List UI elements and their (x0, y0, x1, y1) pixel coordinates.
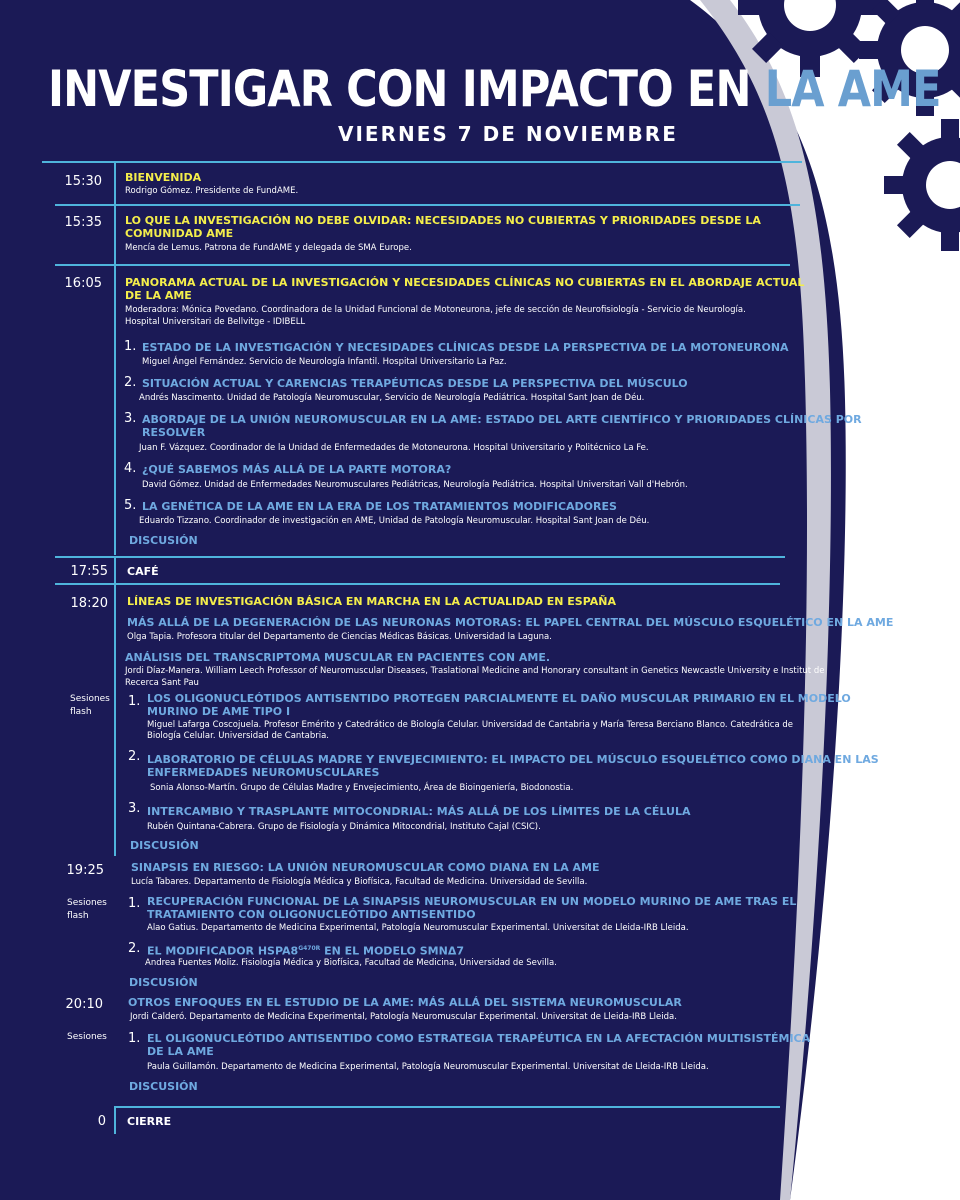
item-number: 3. (128, 801, 141, 816)
session-title: CAFÉ (127, 565, 159, 578)
talk-title: ENFERMEDADES NEUROMUSCULARES (147, 766, 380, 779)
talk-title: LA GENÉTICA DE LA AME EN LA ERA DE LOS TRATAMIENTOS MODIFICADORES (142, 500, 617, 513)
divider (115, 1106, 780, 1108)
discussion-label: DISCUSIÓN (129, 1080, 198, 1093)
session-speaker: Lucía Tabares. Departamento de Fisiología Médica y Biofísica, Facultad de Medicina. Universidad de Sevilla. (131, 877, 588, 887)
divider (42, 161, 802, 163)
session-title: PANORAMA ACTUAL DE LA INVESTIGACIÓN Y NECESIDADES CLÍNICAS NO CUBIERTAS EN EL ABORDAJE ACTUAL (125, 276, 805, 289)
session-speaker: Jordi Calderó. Departamento de Medicina Experimental, Patología Neuromuscular Experimental. Universitat de Lleida-IRB Lleida. (130, 1012, 677, 1022)
divider (55, 583, 780, 585)
talk-speaker: David Gómez. Unidad de Enfermedades Neuromusculares Pediátricas, Neurología Pediátrica. Hospital Universitari Vall d'Hebrón. (142, 480, 688, 490)
session-moderator: Moderadora: Mónica Povedano. Coordinadora de la Unidad Funcional de Motoneurona, jefe de sección de Neurofisiología - Servicio de Neurología. (125, 305, 746, 315)
talk-speaker: Juan F. Vázquez. Coordinador de la Unidad de Enfermedades de Motoneurona. Hospital Universitario y Politécnico La Fe. (139, 443, 649, 453)
talk-title: TRATAMIENTO CON OLIGONUCLEÓTIDO ANTISENTIDO (147, 908, 476, 921)
gear-icon (880, 115, 960, 255)
item-number: 3. (124, 411, 137, 426)
session-title: DE LA AME (125, 289, 192, 302)
session-title: LO QUE LA INVESTIGACIÓN NO DEBE OLVIDAR: NECESIDADES NO CUBIERTAS Y PRIORIDADES DESDE LA (125, 214, 761, 227)
item-number: 1. (128, 1031, 141, 1046)
divider (114, 584, 116, 856)
time-slot: 0 (97, 1114, 106, 1129)
talk-speaker: Jordi Díaz-Manera. William Leech Professor of Neuromuscular Diseases, Traslational Medicine and Honorary consultant in Genetics Newcastle University e Institut de (125, 666, 825, 676)
talk-speaker: Miguel Lafarga Coscojuela. Profesor Emérito y Catedrático de Biología Celular. Universidad de Cantabria y María Teresa Berciano Blanco. Catedrática de (147, 720, 794, 730)
talk-title: EL OLIGONUCLEÓTIDO ANTISENTIDO COMO ESTRATEGIA TERAPÉUTICA EN LA AFECTACIÓN MULTISISTÉMICA (147, 1032, 811, 1045)
talk-title: ¿QUÉ SABEMOS MÁS ALLÁ DE LA PARTE MOTORA? (142, 463, 452, 476)
talk-speaker: Alao Gatius. Departamento de Medicina Experimental, Patología Neuromuscular Experimental. Universitat de Lleida-IRB Lleida. (147, 923, 689, 933)
discussion-label: DISCUSIÓN (129, 976, 198, 989)
talk-title: MÁS ALLÁ DE LA DEGENERACIÓN DE LAS NEURONAS MOTORAS: EL PAPEL CENTRAL DEL MÚSCULO ESQUELÉTICO EN LA AME (127, 616, 894, 629)
time-slot: 17:55 (70, 564, 108, 579)
talk-title-part: EN EL MODELO SMNΔ7 (320, 944, 464, 958)
talk-speaker: Recerca Sant Pau (125, 678, 199, 688)
session-speaker: Mencía de Lemus. Patrona de FundAME y delegada de SMA Europe. (125, 243, 412, 253)
talk-title: RECUPERACIÓN FUNCIONAL DE LA SINAPSIS NEUROMUSCULAR EN UN MODELO MURINO DE AME TRAS EL (147, 895, 797, 908)
item-number: 5. (124, 498, 137, 513)
talk-title: ANÁLISIS DEL TRANSCRIPTOMA MUSCULAR EN PACIENTES CON AME. (125, 651, 551, 664)
session-title: COMUNIDAD AME (125, 227, 234, 240)
talk-speaker: Andrés Nascimento. Unidad de Patología Neuromuscular, Servicio de Neurología Pediátrica. Hospital Sant Joan de Déu. (139, 393, 645, 403)
talk-speaker: Miguel Ángel Fernández. Servicio de Neurología Infantil. Hospital Universitario La Paz. (142, 357, 507, 367)
talk-speaker: Rubén Quintana-Cabrera. Grupo de Fisiología y Dinámica Mitocondrial, Instituto Cajal (CSIC). (147, 822, 541, 832)
discussion-label: DISCUSIÓN (129, 534, 198, 547)
item-number: 1. (124, 339, 137, 354)
talk-speaker: Eduardo Tizzano. Coordinador de investigación en AME, Unidad de Patología Neuromuscular. Hospital Sant Joan de Déu. (139, 516, 650, 526)
sessions-label: Sesiones (67, 1032, 107, 1042)
session-title: OTROS ENFOQUES EN EL ESTUDIO DE LA AME: MÁS ALLÁ DEL SISTEMA NEUROMUSCULAR (128, 996, 682, 1009)
divider (55, 204, 800, 206)
talk-title: DE LA AME (147, 1045, 214, 1058)
time-slot: 15:30 (64, 174, 102, 189)
divider (55, 264, 790, 266)
time-slot: 15:35 (64, 215, 102, 230)
item-number: 1. (128, 694, 141, 709)
discussion-label: DISCUSIÓN (130, 839, 199, 852)
talk-title: ESTADO DE LA INVESTIGACIÓN Y NECESIDADES CLÍNICAS DESDE LA PERSPECTIVA DE LA MOTONEURONA (142, 341, 789, 354)
sessions-flash-label: Sesiones flash (70, 694, 110, 717)
item-number: 2. (124, 375, 137, 390)
session-title: CIERRE (127, 1115, 172, 1128)
time-slot: 20:10 (65, 997, 103, 1012)
session-title: BIENVENIDA (125, 171, 202, 184)
talk-title: MURINO DE AME TIPO I (147, 705, 291, 718)
session-title: LÍNEAS DE INVESTIGACIÓN BÁSICA EN MARCHA EN LA ACTUALIDAD EN ESPAÑA (127, 595, 617, 608)
divider (114, 557, 116, 584)
talk-title: LOS OLIGONUCLEÓTIDOS ANTISENTIDO PROTEGEN PARCIALMENTE EL DAÑO MUSCULAR PRIMARIO EN EL MODELO (147, 692, 851, 705)
talk-speaker: Andrea Fuentes Moliz. Fisiología Médica y Biofísica, Facultad de Medicina, Universidad de Sevilla. (145, 958, 557, 968)
item-number: 2. (128, 941, 141, 956)
session-moderator: Hospital Universitari de Bellvitge - IDIBELL (125, 317, 306, 327)
talk-title: RESOLVER (142, 426, 206, 439)
divider (114, 1106, 116, 1134)
sessions-flash-label: Sesiones flash (67, 898, 107, 921)
title-accent: LA AME (764, 60, 941, 118)
session-speaker: Rodrigo Gómez. Presidente de FundAME. (125, 186, 299, 196)
item-number: 2. (128, 749, 141, 764)
time-slot: 19:25 (66, 863, 104, 878)
talk-speaker: Biología Celular. Universidad de Cantabria. (147, 731, 330, 741)
talk-title: LABORATORIO DE CÉLULAS MADRE Y ENVEJECIMIENTO: EL IMPACTO DEL MÚSCULO ESQUELÉTICO COMO DIANA EN LAS (147, 753, 879, 766)
divider (55, 556, 785, 558)
item-number: 4. (124, 461, 137, 476)
talk-title: ABORDAJE DE LA UNIÓN NEUROMUSCULAR EN LA AME: ESTADO DEL ARTE CIENTÍFICO Y PRIORIDADES CLÍNICAS POR (142, 413, 862, 426)
time-slot: 16:05 (64, 276, 102, 291)
talk-title: INTERCAMBIO Y TRASPLANTE MITOCONDRIAL: MÁS ALLÁ DE LOS LÍMITES DE LA CÉLULA (147, 805, 691, 818)
talk-title: SITUACIÓN ACTUAL Y CARENCIAS TERAPÉUTICAS DESDE LA PERSPECTIVA DEL MÚSCULO (142, 377, 688, 390)
event-date: VIERNES 7 DE NOVIEMBRE (338, 122, 678, 146)
talk-title-superscript: G470R (298, 945, 321, 952)
session-title: SINAPSIS EN RIESGO: LA UNIÓN NEUROMUSCULAR COMO DIANA EN LA AME (131, 861, 600, 874)
item-number: 1. (128, 896, 141, 911)
talk-speaker: Sonia Alonso-Martín. Grupo de Células Madre y Envejecimiento, Área de Bioingeniería, Biodonostia. (150, 783, 574, 793)
talk-title-part: EL MODIFICADOR HSPA8 (147, 944, 299, 958)
talk-speaker: Paula Guillamón. Departamento de Medicina Experimental, Patología Neuromuscular Experimental. Universitat de Lleida-IRB Lleida. (147, 1062, 709, 1072)
page-title (48, 54, 941, 124)
talk-title (147, 942, 464, 958)
time-slot: 18:20 (70, 596, 108, 611)
title-main: INVESTIGAR CON IMPACTO EN (48, 60, 765, 118)
divider (114, 163, 116, 555)
talk-speaker: Olga Tapia. Profesora titular del Departamento de Ciencias Médicas Básicas. Universidad la Laguna. (127, 632, 552, 642)
